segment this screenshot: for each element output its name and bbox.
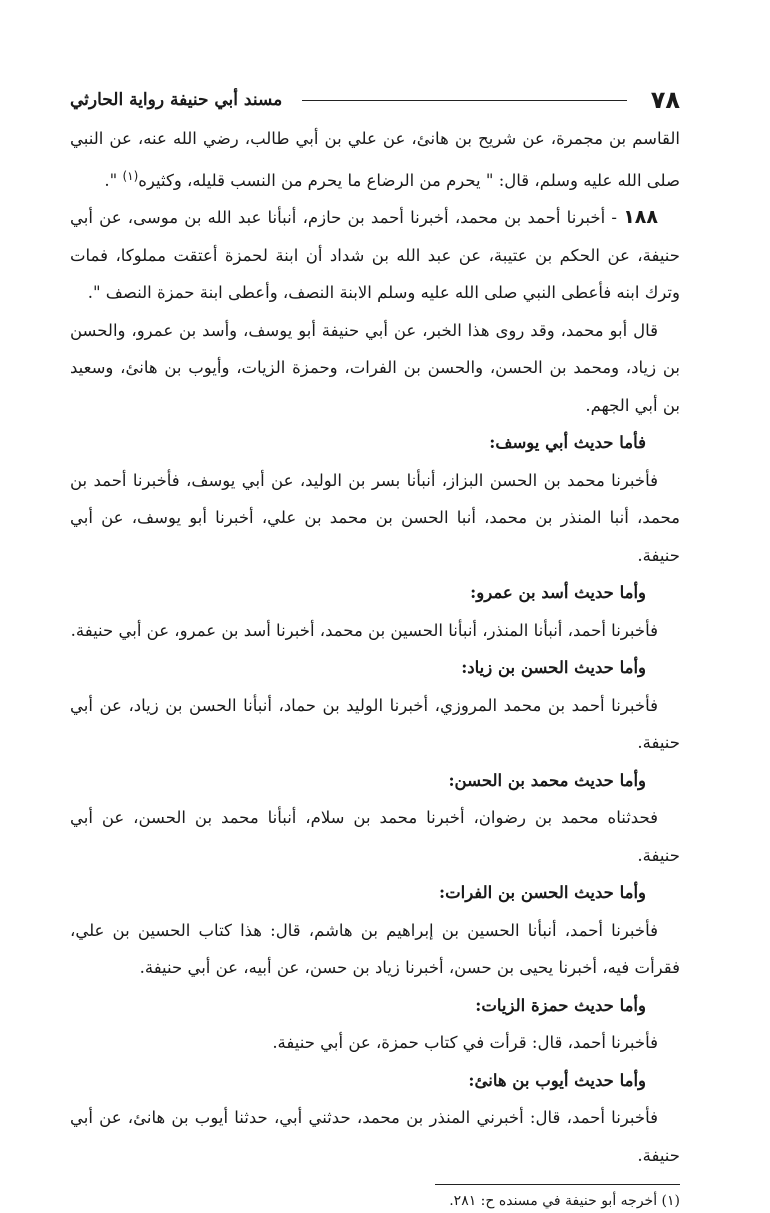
subheading-hasan-bin-ziyad: وأما حديث الحسن بن زياد: xyxy=(461,658,646,677)
paragraph-ayyub-chain: فأخبرنا أحمد، قال: أخبرني المنذر بن محمد، حدثني أبي، حدثنا أيوب بن هانئ، عن أبي حنيفة. xyxy=(70,1108,680,1165)
paragraph-hasan-furat-chain: فأخبرنا أحمد، أنبأنا الحسين بن إبراهيم بن هاشم، قال: هذا كتاب الحسين بن علي، فقرأت فيه، أخبرنا يحيى بن حسن، أخبرنا زياد بن حسن، عن أبيه، عن أبي حنيفة. xyxy=(70,920,680,977)
paragraph-narrators-note: قال أبو محمد، وقد روى هذا الخبر، عن أبي حنيفة أبو يوسف، وأسد بن عمرو، والحسن بن زياد، ومحمد بن الحسن، والحسن بن الفرات، وحمزة الزيات، وأيوب بن هانئ، وسعيد بن أبي الجهم. xyxy=(70,320,680,415)
subheading-abu-yusuf: فأما حديث أبي يوسف: xyxy=(489,433,646,452)
subheading-hasan-bin-furat: وأما حديث الحسن بن الفرات: xyxy=(438,883,646,902)
page-number: ٧٨ xyxy=(650,86,680,114)
footnote: (١) أخرجه أبو حنيفة في مسنده ح: ٢٨١. xyxy=(449,1193,680,1209)
subheading-asad-bin-amr: وأما حديث أسد بن عمرو: xyxy=(470,583,646,602)
paragraph-text: القاسم بن مجمرة، عن شريح بن هانئ، عن علي بن أبي طالب، رضي الله عنه، عن النبي صلى الله عليه وسلم، قال: " يحرم من الرضاع ما يحرم من النسب قليله، وكثيره xyxy=(70,129,680,190)
paragraph-hasan-ziyad-chain: فأخبرنا أحمد بن محمد المروزي، أخبرنا الوليد بن حماد، أنبأنا الحسن بن زياد، عن أبي حنيفة. xyxy=(70,695,680,752)
book-page xyxy=(70,84,680,1213)
page-header xyxy=(70,84,680,116)
paragraph-hadith-188 xyxy=(70,199,680,312)
running-title: مسند أبي حنيفة رواية الحارثي xyxy=(70,90,283,110)
subheading-hamza-zayyat: وأما حديث حمزة الزيات: xyxy=(475,995,646,1015)
footnote-rule xyxy=(435,1184,680,1185)
subheading-ayyub-bin-hani: وأما حديث أيوب بن هانئ: xyxy=(468,1070,646,1090)
subheading-muhammad-bin-hasan: وأما حديث محمد بن الحسن: xyxy=(448,770,646,790)
footnote-reference: (١) xyxy=(122,168,139,183)
header-rule xyxy=(302,100,626,101)
paragraph-text: - أخبرنا أحمد بن محمد، أخبرنا أحمد بن حازم، أنبأنا عبد الله بن موسى، عن أبي حنيفة، عن الحكم بن عتيبة، عن عبد الله بن شداد أن ابنة لحمزة أعتقت مملوكا، فمات وترك ابنه فأعطى النبي صلى الله عليه وسلم الابنة النصف، وأعطى ابنة حمزة النصف ". xyxy=(70,208,680,302)
paragraph-hadith-continuation xyxy=(70,120,680,199)
paragraph-muhammad-chain: فحدثناه محمد بن رضوان، أخبرنا محمد بن سلام، أنبأنا محمد بن الحسن، عن أبي حنيفة. xyxy=(70,808,680,865)
hadith-number: ١٨٨ xyxy=(623,206,658,228)
quote-close: ". xyxy=(104,170,123,190)
paragraph-asad-chain: فأخبرنا أحمد، أنبأنا المنذر، أنبأنا الحسين بن محمد، أخبرنا أسد بن عمرو، عن أبي حنيفة. xyxy=(70,620,658,640)
paragraph-abu-yusuf-chain: فأخبرنا محمد بن الحسن البزاز، أنبأنا بسر بن الوليد، عن أبي يوسف، فأخبرنا أحمد بن محمد، أنبا المنذر بن محمد، أنبا الحسن بن محمد بن علي، أخبرنا أبو يوسف، عن أبي حنيفة. xyxy=(70,470,680,565)
paragraph-hamza-chain: فأخبرنا أحمد، قال: قرأت في كتاب حمزة، عن أبي حنيفة. xyxy=(272,1033,658,1052)
